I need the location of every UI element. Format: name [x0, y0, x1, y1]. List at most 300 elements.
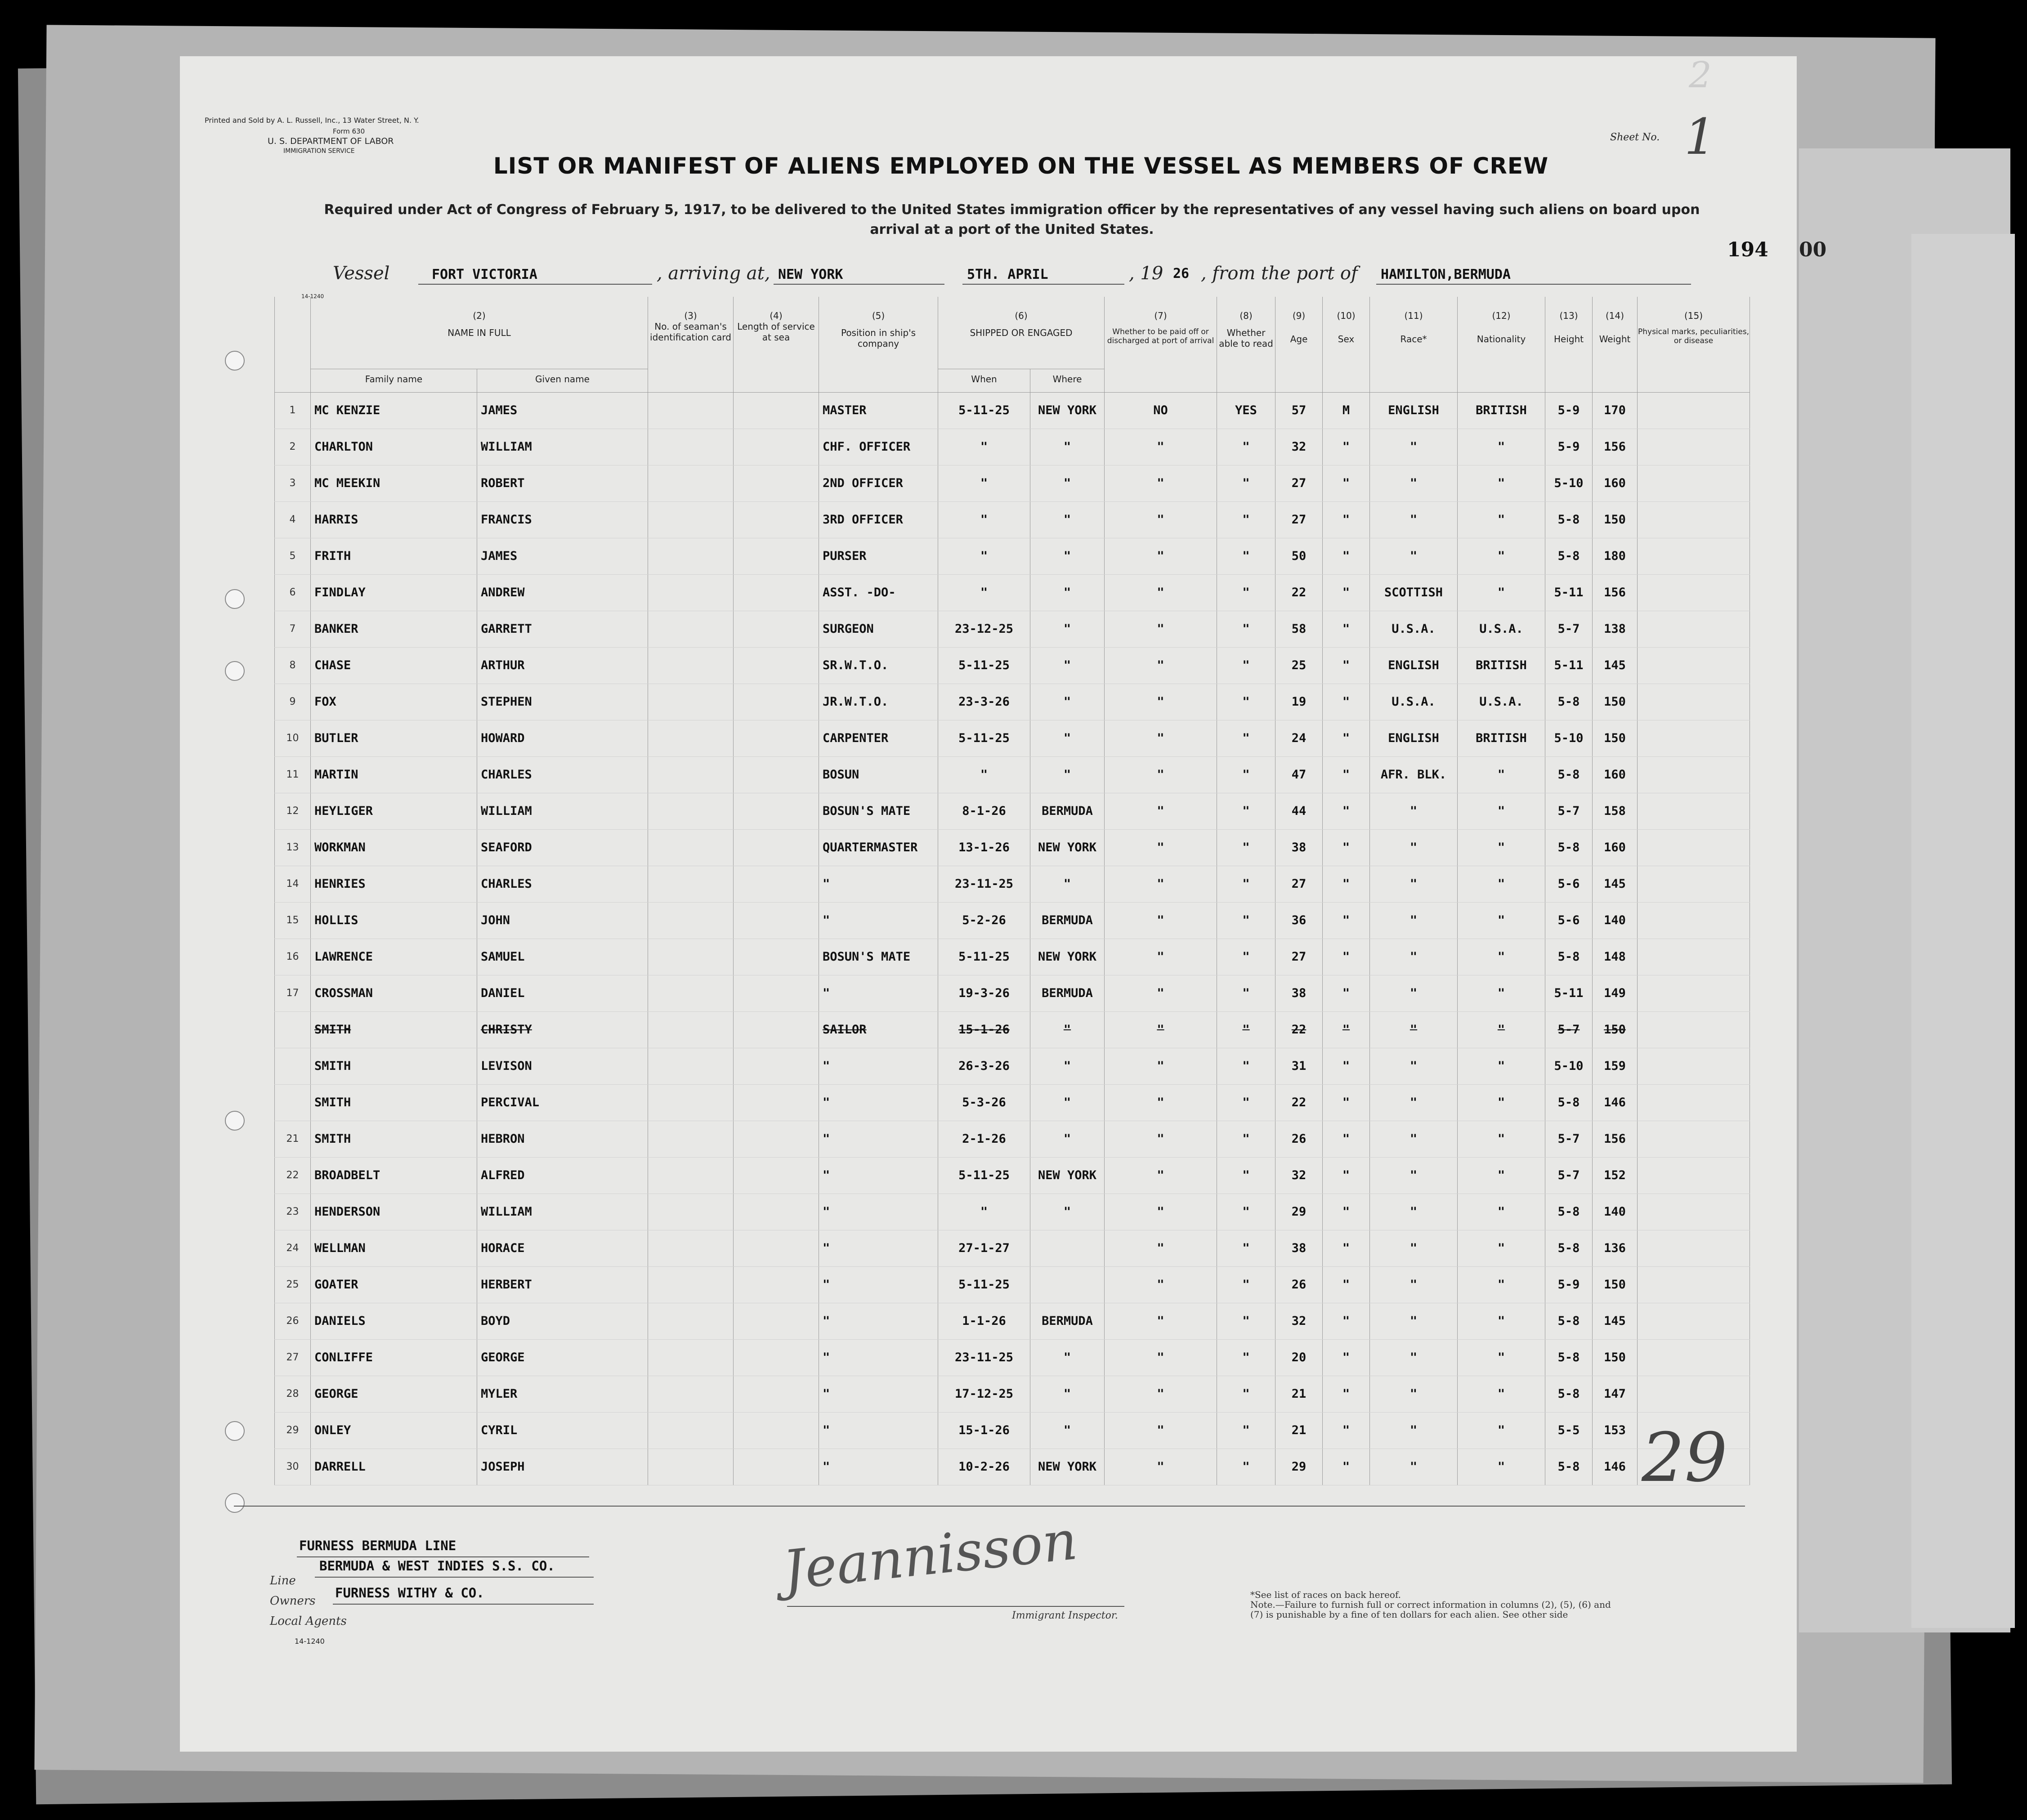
- sex: ": [1323, 720, 1370, 756]
- age: 57: [1275, 392, 1323, 429]
- crew-row: [275, 538, 1750, 574]
- where-header: Where: [1030, 369, 1105, 392]
- position: ": [819, 1266, 938, 1303]
- name-in-full-label: NAME IN FULL: [447, 327, 511, 338]
- stamp-number-2: 00: [1799, 238, 1827, 261]
- underline: [297, 1556, 589, 1557]
- given-name: FRANCIS: [477, 501, 648, 538]
- physical-marks: [1638, 611, 1750, 647]
- able-to-read: ": [1217, 866, 1275, 902]
- sex: ": [1323, 866, 1370, 902]
- length-of-service: [734, 720, 819, 756]
- length-of-service: [734, 538, 819, 574]
- shipped-when: 1-1-26: [938, 1303, 1030, 1339]
- race-label: Race*: [1400, 334, 1427, 344]
- able-to-read: ": [1217, 939, 1275, 975]
- crew-row: [275, 1194, 1750, 1230]
- footnote: [1250, 1590, 1619, 1619]
- height: 5-7: [1545, 611, 1593, 647]
- height: 5-7: [1545, 1157, 1593, 1194]
- able-to-read: ": [1217, 501, 1275, 538]
- crew-row: [275, 975, 1750, 1011]
- family-name: LAWRENCE: [311, 939, 477, 975]
- shipped-where: ": [1030, 501, 1105, 538]
- length-of-service: [734, 939, 819, 975]
- given-name: HERBERT: [477, 1266, 648, 1303]
- paid-off: ": [1105, 1084, 1217, 1121]
- able-to-read: ": [1217, 611, 1275, 647]
- able-to-read: ": [1217, 1121, 1275, 1157]
- sex: ": [1323, 611, 1370, 647]
- position: CHF. OFFICER: [819, 429, 938, 465]
- sex: ": [1323, 1230, 1370, 1266]
- weight: 149: [1593, 975, 1638, 1011]
- nationality-label: Nationality: [1477, 334, 1526, 344]
- form-code: 14-1240: [301, 293, 324, 300]
- given-name: CHARLES: [477, 756, 648, 793]
- shipped-when: ": [938, 429, 1030, 465]
- family-name: CONLIFFE: [311, 1339, 477, 1376]
- family-name: FINDLAY: [311, 574, 477, 611]
- inspector-label: Immigrant Inspector.: [1012, 1610, 1118, 1621]
- form-number: Form 630: [333, 127, 365, 135]
- given-name: ARTHUR: [477, 647, 648, 684]
- length-of-service: [734, 1230, 819, 1266]
- arrival-year: 26: [1173, 266, 1190, 282]
- position: ": [819, 902, 938, 939]
- crew-row: [275, 574, 1750, 611]
- weight: 156: [1593, 574, 1638, 611]
- stamp-number: 194: [1727, 238, 1768, 261]
- arrival-port: NEW YORK: [778, 267, 843, 282]
- shipped-when: 23-3-26: [938, 684, 1030, 720]
- shipped-where: ": [1030, 465, 1105, 501]
- race: U.S.A.: [1370, 611, 1458, 647]
- weight: 145: [1593, 1303, 1638, 1339]
- when-header: When: [938, 369, 1030, 392]
- seaman-id: [648, 829, 734, 866]
- line-label: Line: [270, 1574, 296, 1587]
- height: 5-7: [1545, 1121, 1593, 1157]
- paid-off: NO: [1105, 392, 1217, 429]
- physical-marks: [1638, 501, 1750, 538]
- shipped-when: 15-1-26: [938, 1011, 1030, 1048]
- able-to-read: ": [1217, 465, 1275, 501]
- family-name: DANIELS: [311, 1303, 477, 1339]
- race: ": [1370, 501, 1458, 538]
- shipped-where: ": [1030, 574, 1105, 611]
- length-service-header: [734, 297, 819, 369]
- nationality: ": [1458, 1412, 1545, 1449]
- length-of-service: [734, 647, 819, 684]
- underline: [418, 283, 652, 285]
- family-name-header: Family name: [311, 369, 477, 392]
- family-name: SMITH: [311, 1121, 477, 1157]
- sheet-number-top: 2: [1689, 54, 1712, 96]
- length-of-service: [734, 1157, 819, 1194]
- physical-marks: [1638, 1048, 1750, 1084]
- race: ENGLISH: [1370, 647, 1458, 684]
- shipped-where: NEW YORK: [1030, 1157, 1105, 1194]
- nationality: ": [1458, 574, 1545, 611]
- able-to-read: ": [1217, 684, 1275, 720]
- seaman-id: [648, 1376, 734, 1412]
- col-num-13: (13): [1559, 310, 1578, 321]
- row-number: 26: [275, 1303, 311, 1339]
- family-name: SMITH: [311, 1048, 477, 1084]
- position: ": [819, 1194, 938, 1230]
- able-to-read: ": [1217, 1449, 1275, 1485]
- sex: ": [1323, 465, 1370, 501]
- col-num-6: (6): [1015, 310, 1028, 321]
- race: AFR. BLK.: [1370, 756, 1458, 793]
- height: 5-6: [1545, 902, 1593, 939]
- row-number: [275, 1011, 311, 1048]
- age: 25: [1275, 647, 1323, 684]
- weight: 150: [1593, 1339, 1638, 1376]
- col-num-3: (3): [684, 310, 697, 321]
- sex: ": [1323, 829, 1370, 866]
- age: 29: [1275, 1194, 1323, 1230]
- position: SAILOR: [819, 1011, 938, 1048]
- weight: 160: [1593, 756, 1638, 793]
- col-num-14: (14): [1606, 310, 1624, 321]
- able-to-read: ": [1217, 720, 1275, 756]
- row-number: 10: [275, 720, 311, 756]
- length-of-service: [734, 866, 819, 902]
- crew-row: [275, 1048, 1750, 1084]
- sex: M: [1323, 392, 1370, 429]
- row-number: 16: [275, 939, 311, 975]
- crew-row: [275, 501, 1750, 538]
- position: ": [819, 1157, 938, 1194]
- shipped-when: ": [938, 1194, 1030, 1230]
- shipped-where: ": [1030, 1011, 1105, 1048]
- owners-value: BERMUDA & WEST INDIES S.S. CO.: [319, 1558, 555, 1574]
- age: 38: [1275, 1230, 1323, 1266]
- crew-row: [275, 1121, 1750, 1157]
- able-read-label: Whether able to read: [1219, 327, 1273, 349]
- age: 27: [1275, 939, 1323, 975]
- family-name: HOLLIS: [311, 902, 477, 939]
- underline: [333, 1603, 594, 1605]
- seaman-id: [648, 611, 734, 647]
- length-of-service: [734, 756, 819, 793]
- sex: ": [1323, 756, 1370, 793]
- able-to-read: ": [1217, 902, 1275, 939]
- able-to-read: ": [1217, 1266, 1275, 1303]
- nationality-subheader: [1458, 369, 1545, 392]
- crew-row: [275, 1412, 1750, 1449]
- race: ": [1370, 902, 1458, 939]
- paid-off: ": [1105, 975, 1217, 1011]
- seaman-id: [648, 866, 734, 902]
- able-to-read: ": [1217, 793, 1275, 829]
- height-label: Height: [1553, 334, 1584, 344]
- nationality: ": [1458, 1376, 1545, 1412]
- given-name: JAMES: [477, 538, 648, 574]
- position: ": [819, 1449, 938, 1485]
- height: 5-9: [1545, 1266, 1593, 1303]
- physical-marks: [1638, 866, 1750, 902]
- seaman-id: [648, 1011, 734, 1048]
- paid-off: ": [1105, 793, 1217, 829]
- race-subheader: [1370, 369, 1458, 392]
- seaman-id: [648, 1194, 734, 1230]
- nationality: ": [1458, 465, 1545, 501]
- nationality: ": [1458, 538, 1545, 574]
- age: 29: [1275, 1449, 1323, 1485]
- crew-row: [275, 866, 1750, 902]
- family-name: GOATER: [311, 1266, 477, 1303]
- vessel-name: FORT VICTORIA: [432, 267, 537, 282]
- able-read-subheader: [1217, 369, 1275, 392]
- shipped-where: NEW YORK: [1030, 829, 1105, 866]
- length-of-service: [734, 574, 819, 611]
- row-number: [275, 1048, 311, 1084]
- family-name: BUTLER: [311, 720, 477, 756]
- shipped-when: 5-2-26: [938, 902, 1030, 939]
- age: 58: [1275, 611, 1323, 647]
- position-header: [819, 297, 938, 369]
- race: SCOTTISH: [1370, 574, 1458, 611]
- crew-row: [275, 1303, 1750, 1339]
- underline: [774, 283, 944, 285]
- shipped-when: 5-11-25: [938, 939, 1030, 975]
- nationality: ": [1458, 501, 1545, 538]
- position-subheader: [819, 369, 938, 392]
- family-name: MARTIN: [311, 756, 477, 793]
- paid-off: ": [1105, 902, 1217, 939]
- age: 22: [1275, 1084, 1323, 1121]
- nationality: ": [1458, 1048, 1545, 1084]
- physical-marks: [1638, 1303, 1750, 1339]
- nationality: ": [1458, 939, 1545, 975]
- shipped-when: 19-3-26: [938, 975, 1030, 1011]
- family-name: HEYLIGER: [311, 793, 477, 829]
- row-number: 13: [275, 829, 311, 866]
- height: 5-8: [1545, 1376, 1593, 1412]
- paid-off: ": [1105, 574, 1217, 611]
- row-number: 27: [275, 1339, 311, 1376]
- shipped-where: BERMUDA: [1030, 902, 1105, 939]
- age: 24: [1275, 720, 1323, 756]
- length-of-service: [734, 1303, 819, 1339]
- seaman-id: [648, 501, 734, 538]
- col-num-15: (15): [1684, 310, 1703, 321]
- row-number: 6: [275, 574, 311, 611]
- shipped-header: [938, 297, 1105, 369]
- length-of-service: [734, 1376, 819, 1412]
- paid-off-subheader: [1105, 369, 1217, 392]
- race: ": [1370, 1230, 1458, 1266]
- paid-off: ": [1105, 1412, 1217, 1449]
- able-to-read: ": [1217, 1084, 1275, 1121]
- physical-marks: [1638, 1011, 1750, 1048]
- able-to-read: ": [1217, 1376, 1275, 1412]
- shipped-where: ": [1030, 684, 1105, 720]
- physical-marks: [1638, 1230, 1750, 1266]
- position: ": [819, 1303, 938, 1339]
- position: ": [819, 866, 938, 902]
- crew-row: [275, 829, 1750, 866]
- race: ": [1370, 465, 1458, 501]
- seaman-id: [648, 1084, 734, 1121]
- col-num-7: (7): [1154, 310, 1167, 321]
- shipped-when: 15-1-26: [938, 1412, 1030, 1449]
- length-of-service: [734, 392, 819, 429]
- length-of-service: [734, 465, 819, 501]
- family-name: WORKMAN: [311, 829, 477, 866]
- paid-off: ": [1105, 1449, 1217, 1485]
- sex: ": [1323, 1157, 1370, 1194]
- margin-tally: 29: [1642, 1419, 1727, 1497]
- race: ": [1370, 1376, 1458, 1412]
- weight: 145: [1593, 647, 1638, 684]
- weight: 170: [1593, 392, 1638, 429]
- row-number: 30: [275, 1449, 311, 1485]
- family-name: SMITH: [311, 1011, 477, 1048]
- length-of-service: [734, 1121, 819, 1157]
- column-header-row: [275, 297, 1750, 369]
- signature-line: [787, 1605, 1124, 1607]
- row-number: 25: [275, 1266, 311, 1303]
- race: ": [1370, 1449, 1458, 1485]
- position: ": [819, 1121, 938, 1157]
- row-number: 1: [275, 392, 311, 429]
- weight: 180: [1593, 538, 1638, 574]
- given-name: DANIEL: [477, 975, 648, 1011]
- physical-marks: [1638, 720, 1750, 756]
- able-to-read: ": [1217, 1303, 1275, 1339]
- weight: 158: [1593, 793, 1638, 829]
- seaman-id: [648, 1048, 734, 1084]
- height-header: [1545, 297, 1593, 369]
- physical-header: [1638, 297, 1750, 369]
- nationality: ": [1458, 866, 1545, 902]
- shipped-where: ": [1030, 611, 1105, 647]
- row-number-subheader: [275, 369, 311, 392]
- crew-row: [275, 684, 1750, 720]
- given-name: ANDREW: [477, 574, 648, 611]
- row-number: 28: [275, 1376, 311, 1412]
- physical-marks: [1638, 756, 1750, 793]
- paid-off: ": [1105, 1376, 1217, 1412]
- binder-hole: [225, 589, 245, 609]
- row-number: 7: [275, 611, 311, 647]
- weight-subheader: [1593, 369, 1638, 392]
- weight: 152: [1593, 1157, 1638, 1194]
- height: 5-6: [1545, 866, 1593, 902]
- agents-value: FURNESS WITHY & CO.: [335, 1585, 484, 1601]
- nationality: ": [1458, 1011, 1545, 1048]
- shipped-when: 5-11-25: [938, 1157, 1030, 1194]
- length-of-service: [734, 1412, 819, 1449]
- name-header: [311, 297, 648, 369]
- length-of-service: [734, 1011, 819, 1048]
- given-name: CHRISTY: [477, 1011, 648, 1048]
- position: ": [819, 1084, 938, 1121]
- crew-row: [275, 756, 1750, 793]
- shipped-when: 26-3-26: [938, 1048, 1030, 1084]
- seaman-id: [648, 793, 734, 829]
- length-of-service: [734, 829, 819, 866]
- shipped-when: ": [938, 756, 1030, 793]
- position: BOSUN'S MATE: [819, 939, 938, 975]
- row-number: 4: [275, 501, 311, 538]
- sex: ": [1323, 793, 1370, 829]
- length-of-service: [734, 1194, 819, 1230]
- length-service-label: Length of service at sea: [737, 321, 815, 343]
- col-num-8: (8): [1239, 310, 1253, 321]
- family-name: CROSSMAN: [311, 975, 477, 1011]
- nationality: ": [1458, 1230, 1545, 1266]
- position: SR.W.T.O.: [819, 647, 938, 684]
- nationality: BRITISH: [1458, 647, 1545, 684]
- position: SURGEON: [819, 611, 938, 647]
- shipped-when: 23-12-25: [938, 611, 1030, 647]
- shipped-where: BERMUDA: [1030, 975, 1105, 1011]
- paid-off: ": [1105, 1230, 1217, 1266]
- family-name: HENDERSON: [311, 1194, 477, 1230]
- family-name: ONLEY: [311, 1412, 477, 1449]
- length-of-service: [734, 684, 819, 720]
- sex: ": [1323, 647, 1370, 684]
- weight: 159: [1593, 1048, 1638, 1084]
- nationality: ": [1458, 1449, 1545, 1485]
- length-of-service: [734, 1449, 819, 1485]
- race: ": [1370, 429, 1458, 465]
- position: ": [819, 1048, 938, 1084]
- shipped-when: ": [938, 501, 1030, 538]
- col-num-11: (11): [1404, 310, 1423, 321]
- family-name: CHASE: [311, 647, 477, 684]
- shipped-when: 5-11-25: [938, 647, 1030, 684]
- seaman-id: [648, 684, 734, 720]
- service: IMMIGRATION SERVICE: [283, 148, 355, 155]
- age: 32: [1275, 1157, 1323, 1194]
- nationality: ": [1458, 429, 1545, 465]
- position: ": [819, 1412, 938, 1449]
- height: 5-8: [1545, 538, 1593, 574]
- crew-row: [275, 1084, 1750, 1121]
- age: 32: [1275, 429, 1323, 465]
- seaman-id: [648, 902, 734, 939]
- sex: ": [1323, 1339, 1370, 1376]
- weight: 136: [1593, 1230, 1638, 1266]
- race: ": [1370, 1266, 1458, 1303]
- family-name: BANKER: [311, 611, 477, 647]
- given-name: SAMUEL: [477, 939, 648, 975]
- shipped-where: ": [1030, 538, 1105, 574]
- able-to-read: ": [1217, 1011, 1275, 1048]
- shipped-where: [1030, 1266, 1105, 1303]
- physical-marks: [1638, 465, 1750, 501]
- weight: 145: [1593, 866, 1638, 902]
- seaman-id: [648, 1121, 734, 1157]
- weight: 153: [1593, 1412, 1638, 1449]
- weight: 156: [1593, 1121, 1638, 1157]
- crew-rows: [275, 392, 1750, 1485]
- physical-subheader: [1638, 369, 1750, 392]
- shipped-where: ": [1030, 1048, 1105, 1084]
- age: 22: [1275, 1011, 1323, 1048]
- height: 5-9: [1545, 392, 1593, 429]
- height: 5-7: [1545, 793, 1593, 829]
- sex: ": [1323, 684, 1370, 720]
- physical-marks: [1638, 902, 1750, 939]
- seaman-id: [648, 939, 734, 975]
